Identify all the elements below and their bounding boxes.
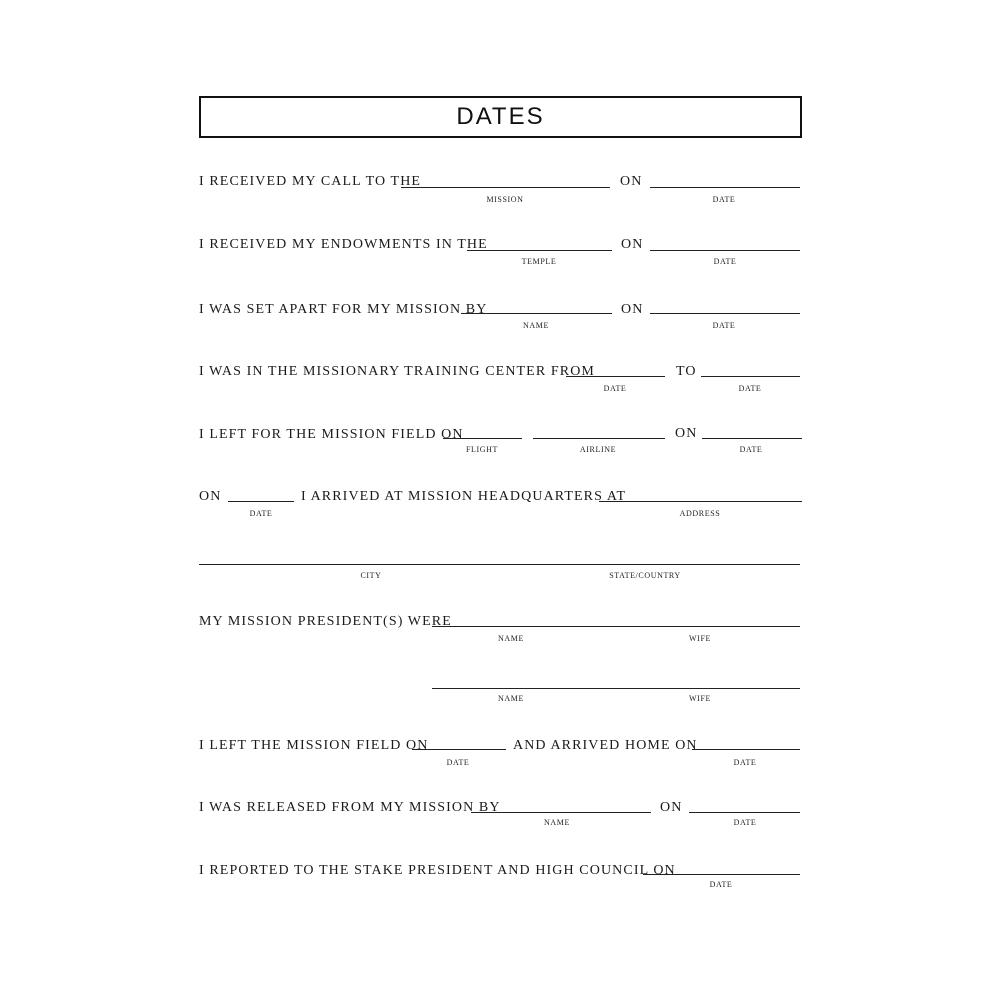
endowments-on-label: ON [621, 237, 644, 252]
left-field-date-caption: DATE [446, 758, 470, 767]
arrived-date-caption: DATE [249, 509, 273, 518]
released-name-caption: NAME [544, 818, 570, 827]
mtc-from-date-caption: DATE [603, 384, 627, 393]
set-apart-on-label: ON [621, 302, 644, 317]
released-name-line[interactable] [471, 812, 651, 813]
city-state-line[interactable] [199, 564, 800, 565]
page-title: DATES [456, 103, 545, 130]
arrived-date-line[interactable] [228, 501, 294, 502]
mtc-to-date-caption: DATE [738, 384, 762, 393]
set-apart-name-caption: NAME [523, 321, 549, 330]
arrived-home-date-caption: DATE [733, 758, 757, 767]
call-on-label: ON [620, 174, 643, 189]
mission-caption: MISSION [486, 195, 524, 204]
call-date-line[interactable] [650, 187, 800, 188]
set-apart-date-line[interactable] [650, 313, 800, 314]
temple-caption: TEMPLE [521, 257, 557, 266]
mission-field-line[interactable] [401, 187, 610, 188]
endowments-label: I RECEIVED MY ENDOWMENTS IN THE [199, 237, 488, 252]
released-label: I WAS RELEASED FROM MY MISSION BY [199, 800, 501, 815]
left-field-date-line[interactable] [412, 749, 506, 750]
endowments-date-caption: DATE [713, 257, 737, 266]
endowments-date-line[interactable] [650, 250, 800, 251]
released-on-label: ON [660, 800, 683, 815]
set-apart-date-caption: DATE [712, 321, 736, 330]
mtc-from-date-line[interactable] [566, 376, 665, 377]
airline-line[interactable] [533, 438, 665, 439]
set-apart-name-line[interactable] [461, 313, 612, 314]
arrived-home-label: AND ARRIVED HOME ON [513, 738, 698, 753]
flight-caption: FLIGHT [465, 445, 499, 454]
president-wife-caption-1: WIFE [689, 634, 711, 643]
set-apart-label: I WAS SET APART FOR MY MISSION BY [199, 302, 488, 317]
president-line-2[interactable] [432, 688, 800, 689]
title-box [199, 96, 802, 138]
left-field-label: I LEFT THE MISSION FIELD ON [199, 738, 429, 753]
mtc-to-label: TO [676, 364, 697, 379]
released-date-caption: DATE [733, 818, 757, 827]
reported-date-caption: DATE [709, 880, 733, 889]
city-caption: CITY [360, 571, 382, 580]
left-for-field-date-caption: DATE [739, 445, 763, 454]
call-label: I RECEIVED MY CALL TO THE [199, 174, 422, 189]
airline-caption: AIRLINE [579, 445, 617, 454]
president-name-caption-2: NAME [498, 694, 524, 703]
president-name-caption-1: NAME [498, 634, 524, 643]
arrived-home-date-line[interactable] [692, 749, 800, 750]
president-line-1[interactable] [432, 626, 800, 627]
temple-field-line[interactable] [467, 250, 612, 251]
state-country-caption: STATE/COUNTRY [609, 571, 681, 580]
address-line[interactable] [599, 501, 802, 502]
president-wife-caption-2: WIFE [689, 694, 711, 703]
mtc-label: I WAS IN THE MISSIONARY TRAINING CENTER FROM [199, 364, 595, 379]
left-for-field-date-line[interactable] [702, 438, 802, 439]
left-for-field-label: I LEFT FOR THE MISSION FIELD ON [199, 427, 464, 442]
left-for-field-on-label: ON [675, 426, 698, 441]
arrived-label: I ARRIVED AT MISSION HEADQUARTERS AT [301, 489, 627, 504]
reported-label: I REPORTED TO THE STAKE PRESIDENT AND HIGH COUNCIL ON [199, 863, 676, 878]
flight-line[interactable] [443, 438, 522, 439]
call-date-caption: DATE [712, 195, 736, 204]
released-date-line[interactable] [689, 812, 800, 813]
mtc-to-date-line[interactable] [701, 376, 800, 377]
arrived-on-label: ON [199, 489, 222, 504]
presidents-label: MY MISSION PRESIDENT(S) WERE [199, 614, 452, 629]
reported-date-line[interactable] [643, 874, 800, 875]
address-caption: ADDRESS [679, 509, 721, 518]
